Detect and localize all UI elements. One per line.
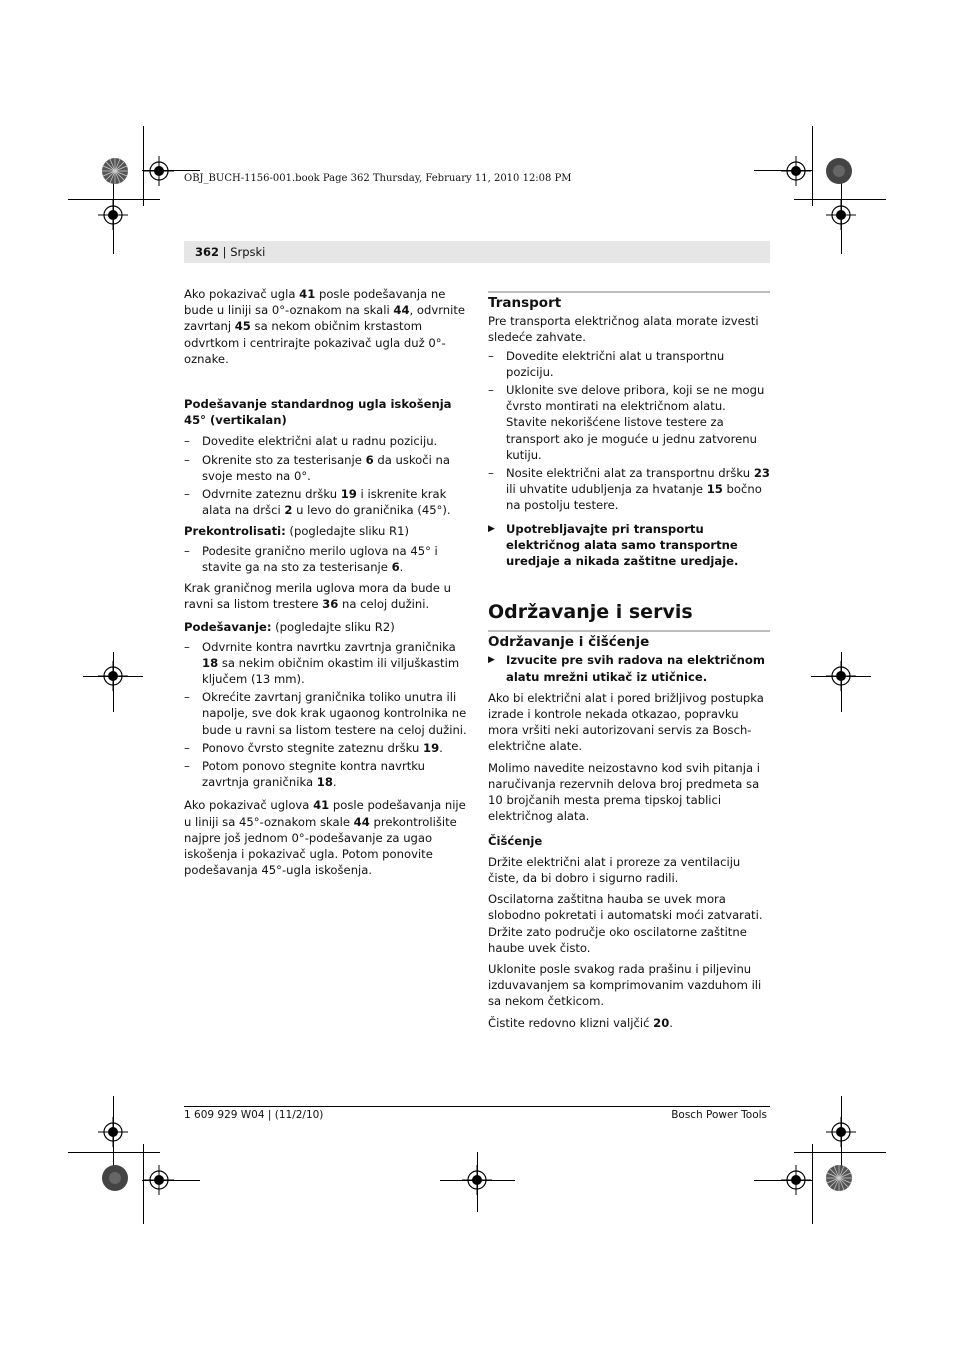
left-column — [184, 286, 468, 879]
registration-target-icon — [98, 661, 128, 691]
warning-note: ▶ Izvucite pre svih radova na električnom alatu mrežni utikač iz utičnice. — [488, 653, 765, 684]
registration-target-icon — [781, 1165, 811, 1195]
warning-note: ▶ Upotrebljavajte pri transportu električnog alata samo transportne uredjaje a nikada zaštitne uredjaje. — [488, 521, 739, 569]
bullet-triangle-icon: ▶ — [488, 523, 495, 534]
registration-target-icon — [98, 200, 128, 230]
list-item: – Okrećite zavrtanj graničnika toliko unutra ili napolje, sve dok krak ugaonog kontrolnika ne bude u ravni sa listom testere na celoj dužini. — [184, 689, 468, 738]
paragraph: Uklonite posle svakog rada prašinu i piljevinu izduvavanjem sa komprimovanim vazduhom ili sa nekom četkicom. — [488, 961, 762, 1009]
registration-target-icon — [826, 1117, 856, 1147]
page-header — [184, 241, 770, 263]
page-number: 362 — [195, 245, 220, 259]
star-target-icon — [101, 1164, 129, 1192]
section-heading: Podešavanje standardnog ugla iskošenja 45° (vertikalan) — [184, 397, 452, 428]
registration-target-icon — [826, 661, 856, 691]
registration-target-icon — [462, 1165, 492, 1195]
paragraph: Prekontrolisati: (pogledajte sliku R1) — [184, 524, 410, 539]
paragraph: Oscilatorna zaštitna hauba se uvek mora slobodno pokretati i automatski moći zatvarati. Držite zato područje oko oscilatorne zaštitne haube uvek čisto. — [488, 892, 763, 955]
section-heading: Transport — [488, 295, 562, 311]
list-item: – Uklonite sve delove pribora, koji se ne mogu čvrsto montirati na električnom alatu. Stavite nekorišćene listove testere za transport ako je moguće u jednu zatvorenu kutiju. — [488, 382, 770, 463]
registration-target-icon — [826, 200, 856, 230]
list-item: – Nosite električni alat za transportnu dršku 23 ili uhvatite udubljenja za hvatanje 15 bočno na postolju testere. — [488, 465, 770, 514]
paragraph: Podešavanje: (pogledajte sliku R2) — [184, 620, 395, 635]
paragraph: Ako bi električni alat i pored brižljivog postupka izrade i kontrole nekada otkazao, popravku mora vršiti neki autorizovani servis za Bosch-električne alate. — [488, 690, 764, 754]
star-target-icon — [825, 157, 853, 185]
chapter-heading: Održavanje i servis — [488, 601, 693, 624]
footer-doc-number: 1 609 929 W04 | (11/2/10) — [184, 1109, 324, 1121]
list-item: – Odvrnite zateznu dršku 19 i iskrenite krak alata na dršci 2 u levo do graničnika (45°). — [184, 486, 468, 518]
header-separator: | — [219, 245, 231, 259]
list-item: – Okrenite sto za testerisanje 6 da uskoči na svoje mesto na 0°. — [184, 452, 468, 484]
registration-target-icon — [781, 156, 811, 186]
paragraph: Pre transporta električnog alata morate izvesti sledeće zahvate. — [488, 314, 759, 345]
instruction-list — [184, 543, 468, 575]
registration-target-icon — [144, 156, 174, 186]
section-heading: Održavanje i čišćenje — [488, 634, 650, 651]
paragraph: Ako pokazivač uglova 41 posle podešavanja nije u liniji sa 45°-oznakom skale 44 prekontrolišite najpre još jednom 0°-podešavanje za ugao iskošenja i pokazivač ugla. Potom ponovite podešavanja 45°-ugla iskošenja. — [184, 798, 466, 878]
registration-target-icon — [98, 1117, 128, 1147]
instruction-list — [184, 639, 468, 791]
list-item: – Odvrnite kontra navrtku zavrtnja graničnika 18 sa nekim običnim okastim ili viljuškastim ključem (13 mm). — [184, 639, 468, 688]
paragraph: Ako pokazivač ugla 41 posle podešavanja ne bude u liniji sa 0°-oznakom na skali 44, odvrnite zavrtanj 45 sa nekom običnim krstastom odvrtkom i centrirajte pokazivač ugla duž 0°-oznake. — [184, 287, 466, 366]
list-item: – Ponovo čvrsto stegnite zateznu dršku 19. — [184, 740, 468, 756]
list-item: – Dovedite električni alat u radnu poziciju. — [184, 433, 468, 449]
section-rule — [488, 291, 770, 293]
star-target-icon — [825, 1164, 853, 1192]
instruction-list — [184, 433, 468, 518]
right-column — [488, 291, 770, 1031]
section-rule — [488, 630, 770, 632]
print-info-line: OBJ_BUCH-1156-001.book Page 362 Thursday, February 11, 2010 12:08 PM — [184, 173, 572, 184]
paragraph: Čistite redovno klizni valjčić 20. — [488, 1015, 673, 1030]
bullet-triangle-icon: ▶ — [488, 655, 495, 666]
list-item: – Podesite granično merilo uglova na 45° i stavite ga na sto za testerisanje 6. — [184, 543, 468, 575]
registration-target-icon — [144, 1165, 174, 1195]
instruction-list — [488, 348, 770, 514]
list-item: – Potom ponovo stegnite kontra navrtku zavrtnja graničnika 18. — [184, 758, 468, 790]
paragraph: Držite električni alat i proreze za ventilaciju čiste, da bi dobro i sigurno radili. — [488, 854, 741, 885]
paragraph: Molimo navedite neizostavno kod svih pitanja i naručivanja rezervnih delova broj predmeta sa 10 brojčanih mesta prema tipskoj tablici električnog alata. — [488, 760, 760, 824]
footer-rule — [184, 1106, 770, 1107]
section-heading: Čišćenje — [488, 834, 543, 849]
footer-brand: Bosch Power Tools — [671, 1109, 767, 1121]
list-item: – Dovedite električni alat u transportnu poziciju. — [488, 348, 770, 380]
header-language: Srpski — [230, 245, 266, 259]
paragraph: Krak graničnog merila uglova mora da bude u ravni sa listom trestere 36 na celoj dužini. — [184, 581, 451, 612]
star-target-icon — [101, 157, 129, 185]
